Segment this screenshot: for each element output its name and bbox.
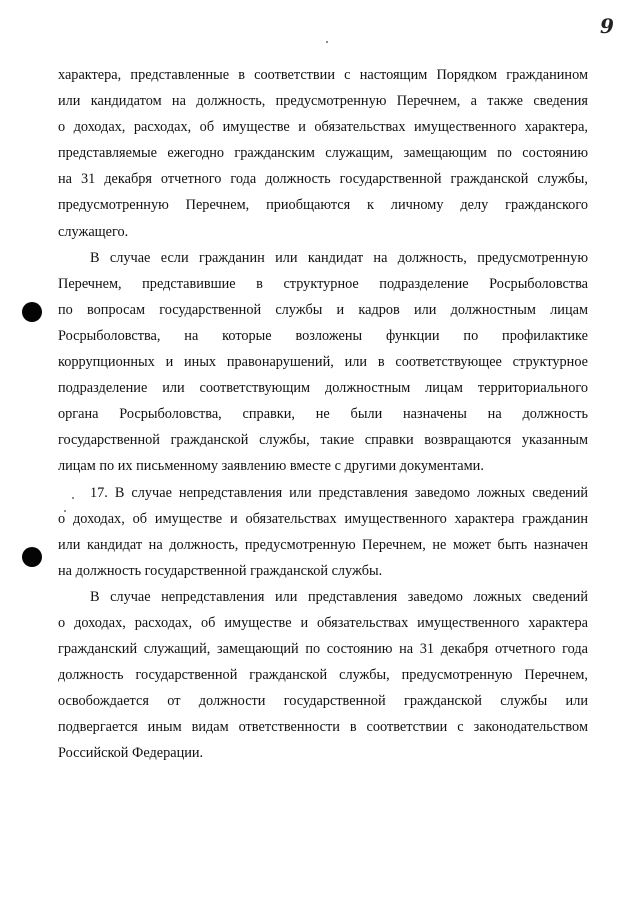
text-line: лицам по их письменному заявлению вместе с другими документами. — [58, 458, 484, 475]
text-line: предусмотренную Перечнем, приобщаются к личному делу гражданского — [58, 197, 588, 214]
page-number: 9 — [600, 14, 614, 38]
punch-hole-mark — [22, 547, 42, 567]
text-line: государственной гражданской службы, такие справки возвращаются указанным — [58, 432, 588, 449]
text-line: подразделение или соответствующим должностным лицам территориального — [58, 380, 588, 397]
text-line: органа Росрыболовства, справки, не были назначены на должность — [58, 406, 588, 423]
text-line: Росрыболовства, на которые возложены функции по профилактике — [58, 327, 588, 344]
text-line: или кандидатом на должность, предусмотренную Перечнем, а также сведения — [58, 93, 588, 110]
text-line: должность государственной гражданской службы, предусмотренную Перечнем, — [58, 667, 588, 684]
text-line: Российской Федерации. — [58, 745, 204, 762]
text-line: о доходах, об имуществе и обязательствах имущественного характера гражданин — [58, 510, 588, 527]
text-line: на 31 декабря отчетного года должность государственной гражданской службы, — [58, 171, 588, 188]
text-line: Перечнем, представившие в структурное подразделение Росрыболовства — [58, 275, 588, 292]
text-line: гражданский служащий, замещающий по состоянию на 31 декабря отчетного года — [58, 641, 588, 658]
text-line: 17. В случае непредставления или представления заведомо ложных сведений — [90, 484, 588, 501]
text-line: В случае если гражданин или кандидат на должность, предусмотренную — [90, 249, 588, 266]
text-line: по вопросам государственной службы и кадров или должностным лицам — [58, 301, 588, 318]
paragraph — [58, 245, 588, 480]
paragraph — [58, 62, 588, 245]
text-line: на должность государственной гражданской службы. — [58, 562, 383, 579]
paragraph — [58, 584, 588, 767]
text-line: или кандидат на должность, предусмотренную Перечнем, не может быть назначен — [58, 536, 588, 553]
scan-speck — [326, 41, 328, 43]
text-line: о доходах, расходах, об имуществе и обязательствах имущественного характера — [58, 614, 588, 631]
text-line: освобождается от должности государственной гражданской службы или — [58, 693, 588, 710]
punch-hole-mark — [22, 302, 42, 322]
text-line: о доходах, расходах, об имуществе и обязательствах имущественного характера, — [58, 119, 588, 136]
text-line: представляемые ежегодно гражданским служащим, замещающим по состоянию — [58, 145, 588, 162]
text-line: В случае непредставления или представления заведомо ложных сведений — [90, 588, 588, 605]
text-line: подвергается иным видам ответственности в соответствии с законодательством — [58, 719, 588, 736]
paragraph — [58, 480, 588, 584]
text-line: коррупционных и иных правонарушений, или в соответствующее структурное — [58, 354, 588, 371]
document-body — [58, 62, 588, 767]
text-line: служащего. — [58, 223, 129, 240]
text-line: характера, представленные в соответствии с настоящим Порядком гражданином — [58, 67, 588, 83]
